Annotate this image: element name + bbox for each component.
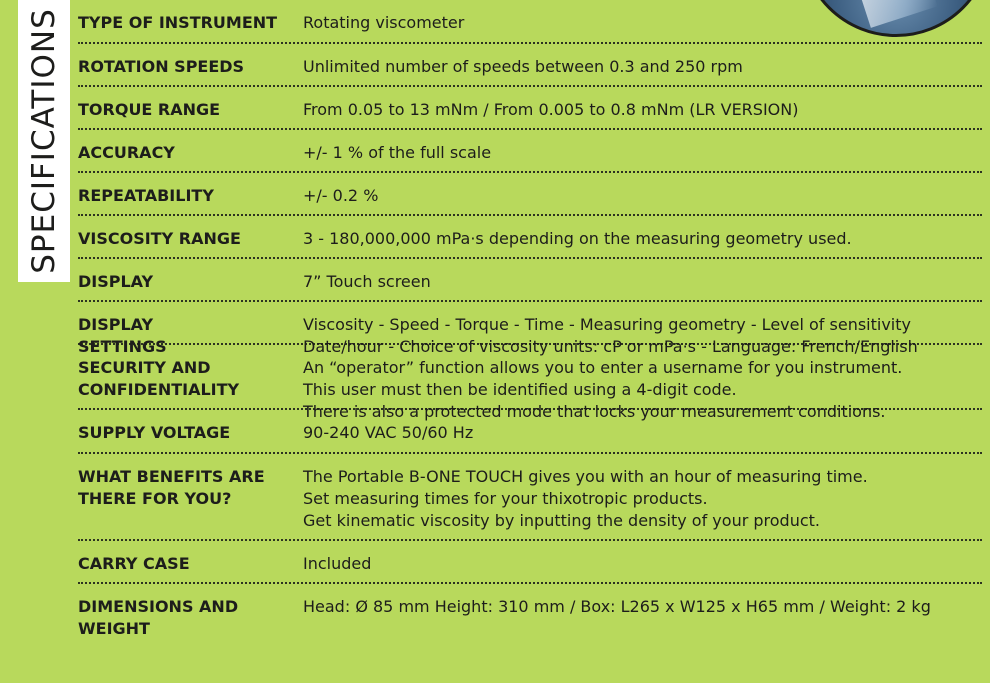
spec-value-line: Date/hour - Choice of viscosity units: cP or mPa·s - Language: French/English	[303, 337, 918, 356]
spec-value	[303, 357, 982, 421]
spec-value-line: 3 - 180,000,000 mPa·s depending on the measuring geometry used.	[303, 229, 852, 248]
spec-value-line: Head: Ø 85 mm Height: 310 mm / Box: L265 x W125 x H65 mm / Weight: 2 kg	[303, 597, 931, 616]
spec-value	[303, 553, 982, 582]
spec-value-line: Set measuring times for your thixotropic products.	[303, 489, 708, 508]
spec-label: SECURITY AND CONFIDENTIALITY	[78, 358, 240, 399]
spec-label: DISPLAY SETTINGS	[78, 315, 167, 356]
spec-label: ACCURACY	[78, 143, 175, 162]
spec-row	[78, 541, 982, 584]
spec-label: REPEATABILITY	[78, 186, 214, 205]
spec-value-line: An “operator” function allows you to enter a username for you instrument.	[303, 358, 903, 377]
spec-label: ROTATION SPEEDS	[78, 57, 245, 76]
spec-value	[303, 314, 982, 356]
spec-value	[303, 422, 982, 452]
spec-value-line: There is also a protected mode that locks your measurement conditions.	[303, 402, 886, 421]
spec-row	[78, 173, 982, 216]
spec-value	[303, 228, 982, 257]
spec-label: DIMENSIONS AND WEIGHT	[78, 597, 239, 638]
spec-value-line: Viscosity - Speed - Torque - Time - Measuring geometry - Level of sensitivity	[303, 315, 911, 334]
spec-label: TYPE OF INSTRUMENT	[78, 13, 278, 32]
spec-row	[78, 259, 982, 302]
spec-value-line: Rotating viscometer	[303, 13, 465, 32]
spec-value	[303, 596, 982, 632]
spec-row	[78, 454, 982, 541]
spec-row	[78, 584, 982, 638]
spec-value	[303, 185, 982, 214]
spec-value	[303, 12, 982, 42]
spec-row	[78, 0, 982, 44]
spec-value-line: 90-240 VAC 50/60 Hz	[303, 423, 474, 442]
spec-row	[78, 216, 982, 259]
spec-row	[78, 302, 982, 356]
spec-value-line: The Portable B-ONE TOUCH gives you with an hour of measuring time.	[303, 467, 868, 486]
spec-label: CARRY CASE	[78, 554, 190, 573]
spec-value	[303, 142, 982, 171]
spec-label: SUPPLY VOLTAGE	[78, 423, 231, 442]
spec-value-line: +/- 1 % of the full scale	[303, 143, 492, 162]
spec-value-line: 7” Touch screen	[303, 272, 431, 291]
spec-value	[303, 271, 982, 300]
spec-table	[78, 0, 982, 638]
spec-value	[303, 56, 982, 85]
spec-value-line: From 0.05 to 13 mNm / From 0.005 to 0.8 mNm (LR VERSION)	[303, 100, 799, 119]
spec-row	[78, 87, 982, 130]
spec-value-line: This user must then be identified using a 4-digit code.	[303, 380, 737, 399]
spec-label: DISPLAY	[78, 272, 154, 291]
spec-row	[78, 130, 982, 173]
spec-label: WHAT BENEFITS ARE THERE FOR YOU?	[78, 467, 265, 508]
spec-label: VISCOSITY RANGE	[78, 229, 241, 248]
spec-value-line: Included	[303, 554, 372, 573]
spec-value-line: Unlimited number of speeds between 0.3 and 250 rpm	[303, 57, 743, 76]
sidebar-title: SPECIFICATIONS	[26, 8, 62, 274]
spec-label: TORQUE RANGE	[78, 100, 221, 119]
spec-value-line: Get kinematic viscosity by inputting the density of your product.	[303, 511, 820, 530]
sidebar-tab	[18, 0, 70, 282]
spec-row	[78, 44, 982, 87]
spec-value	[303, 466, 982, 539]
spec-value-line: +/- 0.2 %	[303, 186, 379, 205]
spec-value	[303, 99, 982, 128]
